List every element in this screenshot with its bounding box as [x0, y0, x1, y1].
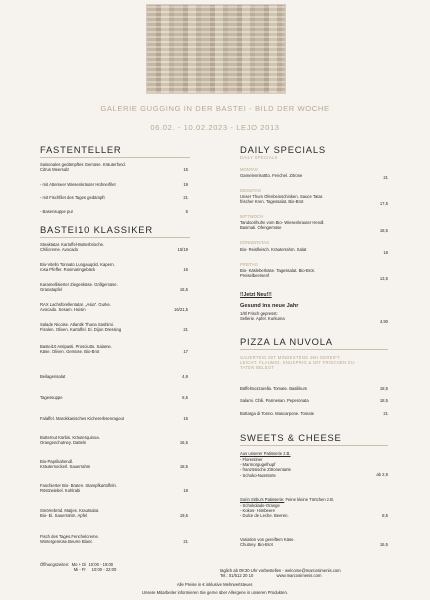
- menu-price: 15: [183, 416, 188, 421]
- new-badge: !!Jetzt Neu!!!: [240, 292, 272, 298]
- menu-price: 16/21,5: [174, 307, 188, 312]
- menu-price: 15: [183, 167, 188, 172]
- heading-divider: [40, 157, 190, 158]
- special-price: 13,5: [379, 276, 388, 281]
- gallery-title: GALERIE GUGGING IN DER BASTEI - BILD DER WOCHE: [100, 104, 330, 113]
- allergen-note: Unsere Mitarbeiter informieren Sie gerne über Allergene in unseren Produkten.: [142, 590, 288, 595]
- heading-divider: [40, 237, 190, 238]
- fastenteller-heading: FASTENTELLER: [40, 144, 122, 155]
- day-label: DIENSTAG: [240, 188, 262, 193]
- gallery-date: 06.02. - 10.02.2023 - LEJO 2013: [150, 123, 280, 132]
- menu-item: Bio-Paprikahendl. Kräuternockerl. Sauerrahm: [40, 459, 91, 470]
- menu-price: 19: [183, 182, 188, 187]
- day-label: DONNERSTAG: [240, 240, 270, 245]
- pizza-item: Büffelmozzarella. Tomate. Basilikum: [240, 386, 308, 391]
- specials-subheading: DAILY SPECIALS: [240, 155, 278, 160]
- menu-item: Steaktatar. Kartoffel-Butterbrioche. Chilicreme. Avocado: [40, 242, 105, 253]
- menu-item: Bio-Vitello Tonnato Lungauqold. Kapern. rosa Pfeffer. Rosmaringebäck: [40, 262, 115, 273]
- special-item: Bio- Reisfleisch. Kräuterrahm. Salat: [240, 247, 307, 252]
- menu-item: Tagessuppe: [40, 395, 63, 400]
- menu-item: Karamellisierter Ziegenkäse. Grillgemüse. Granatapfel: [40, 282, 118, 293]
- sweets-heading: SWEETS & CHEESE: [240, 432, 342, 443]
- menu-item: Faschierter Bio- Braten. Stampfkartoffeln. Röstzwiebel. Kohlrabi: [40, 483, 117, 494]
- menu-price: 21: [183, 195, 188, 200]
- menu-price: 16,5: [179, 440, 188, 445]
- patisserie-items: - Florentiner - Marmorgugelhupf - französische Zitronentarte - Schoko-Nusstorte: [240, 457, 291, 478]
- special-item: Bio- Käsleberkäse. Tagessalat. Bio-Brot. Preiselbeersenf: [240, 268, 315, 279]
- opening-hours: Öffnungszeiten: Mo + Di 10:00 - 19:00 Mi - Fr 10:00 - 22:00: [40, 562, 117, 573]
- gesund-text: 1/8l Frisch gepresst: Sellerie. Apfel. Kurkuma: [240, 311, 285, 322]
- menu-price: 16: [183, 267, 188, 272]
- sirbu-title: Sorin Sirbu's Patisserie:: [240, 497, 285, 502]
- menu-item: Saisonales gedämpftes Gemüse. Kräuterfond. Citrus Meersalz: [40, 162, 126, 173]
- menu-price: 21: [183, 327, 188, 332]
- special-item: Garnelenrisottto. Fenchel. Zitrone: [240, 173, 303, 178]
- special-item: Tandoorihuhn vom Bio- Wiesenkrauter Hendl. Basmati. Ofengemüse: [240, 220, 325, 231]
- price-note: Alle Preise in € inklusive Mehrwertsteuer.: [176, 582, 254, 587]
- gesund-title: Gesund ins neue Jahr: [240, 303, 299, 309]
- menu-price: 19,5: [179, 513, 188, 518]
- pizza-price: 21: [383, 411, 388, 416]
- sirbu-items: - Schokolade-Orange - Kokos- Himbeere - Dulce de Leche. Beeren.: [240, 503, 289, 519]
- menu-price: 6,5: [182, 395, 188, 400]
- special-price: 21: [383, 175, 388, 180]
- day-label: MONTAG: [240, 167, 259, 172]
- cheese-text: Variation von gereiftem Käse. Chutney. Bio-Brot: [240, 537, 295, 548]
- menu-item: Salade Nicoise. Atlantik Thuna Sashimi. Fisolen. Oliven. Kartoffel. Ei. Dijon Dressing: [40, 322, 122, 333]
- menu-item: Falaffel. Marokkanisches Kichererbsenragout: [40, 416, 124, 421]
- special-price: 18,5: [379, 228, 388, 233]
- day-label: MITTWOCH: [240, 214, 264, 219]
- artwork-image: [146, 4, 286, 94]
- menu-item: Beilagensalat: [40, 374, 66, 379]
- menu-price: 17: [183, 349, 188, 354]
- sirbu-title-line: [240, 497, 388, 502]
- menu-item: Butternut Kürbis. Kräuterquinoa. Orangenchutney. Datteln: [40, 435, 100, 446]
- menu-item: Fisch des Tages.Fenchelcreme. Wintergemüse.Beurre Blanc: [40, 534, 100, 545]
- menu-price: 16,5: [179, 287, 188, 292]
- menu-item: - mit Atterseer Wiesenkräuter Hühnerfilet: [40, 182, 116, 187]
- pizza-price: 18,5: [379, 398, 388, 403]
- patisserie-title: Aus unserer Patisserie z.B.: [240, 451, 291, 456]
- special-item: Unser Thum Ofenbeinschinken. Sauce Tatar. frischer Kren. Tagessalat. Bio-Brot: [240, 194, 324, 205]
- cheese-price: 16,5: [379, 542, 388, 547]
- menu-item: Bastei10 Antipasti. Prosciutto. Salame. Käse. Oliven. Gemüse. Bio-Brot: [40, 344, 112, 355]
- menu-price: 18,5: [179, 464, 188, 469]
- menu-price: 18: [183, 488, 188, 493]
- menu-price: 5: [185, 209, 188, 214]
- pizza-price: 18,5: [379, 386, 388, 391]
- day-label: FREITAG: [240, 262, 258, 267]
- contact-info: täglich ab 09:30 Uhr vorbestellen - welcome@marcosimenis.com Tel.: 01/512 20 10 www.marcosimenis.com: [220, 568, 341, 579]
- menu-item: - Basensuppe pur: [40, 209, 74, 214]
- pizza-item: Salami. Chili. Parmesan. Peperonata: [240, 398, 309, 403]
- pizza-subheading: SAUERTEIG MIT MINDESTENS 48H GEREIFT. LEICHT. FLAUMIG. KNUSPRIG & MIT FRISCHEN ZU- TATEN BELEGT: [240, 355, 356, 371]
- sirbu-price: 8,5: [382, 513, 388, 518]
- patisserie-price: ab 2,9: [376, 472, 388, 477]
- menu-price: 4,9: [182, 374, 188, 379]
- sirbu-title-tail: Feine kleine Törtchen z.B.: [284, 497, 335, 502]
- klassiker-heading: BASTEI10 KLASSIKER: [40, 224, 153, 235]
- menu-price: 21: [183, 539, 188, 544]
- pizza-item: Bottarga di Tonno. Mascarpone. Tomate: [240, 411, 315, 416]
- menu-item: - mit Fischfilet des Tages gedämpft: [40, 195, 105, 200]
- specials-heading: DAILY SPECIALS: [240, 144, 326, 155]
- special-price: 17,5: [379, 201, 388, 206]
- special-price: 18: [383, 250, 388, 255]
- pizza-heading: PIZZA LA NUVOLA: [240, 336, 333, 347]
- menu-item: RAX Lachsforellentatar. „Asia“. Gurke. Avocado. Sesam. Hoisin: [40, 302, 111, 313]
- gesund-price: 4,90: [379, 319, 388, 324]
- heading-divider: [240, 349, 388, 350]
- menu-price: 15/19: [177, 247, 188, 252]
- menu-item: Smörrebröd. Matjes. Krautsalat. Bio- Ei. Sauerrahm. Apfel: [40, 508, 100, 519]
- heading-divider: [240, 445, 388, 446]
